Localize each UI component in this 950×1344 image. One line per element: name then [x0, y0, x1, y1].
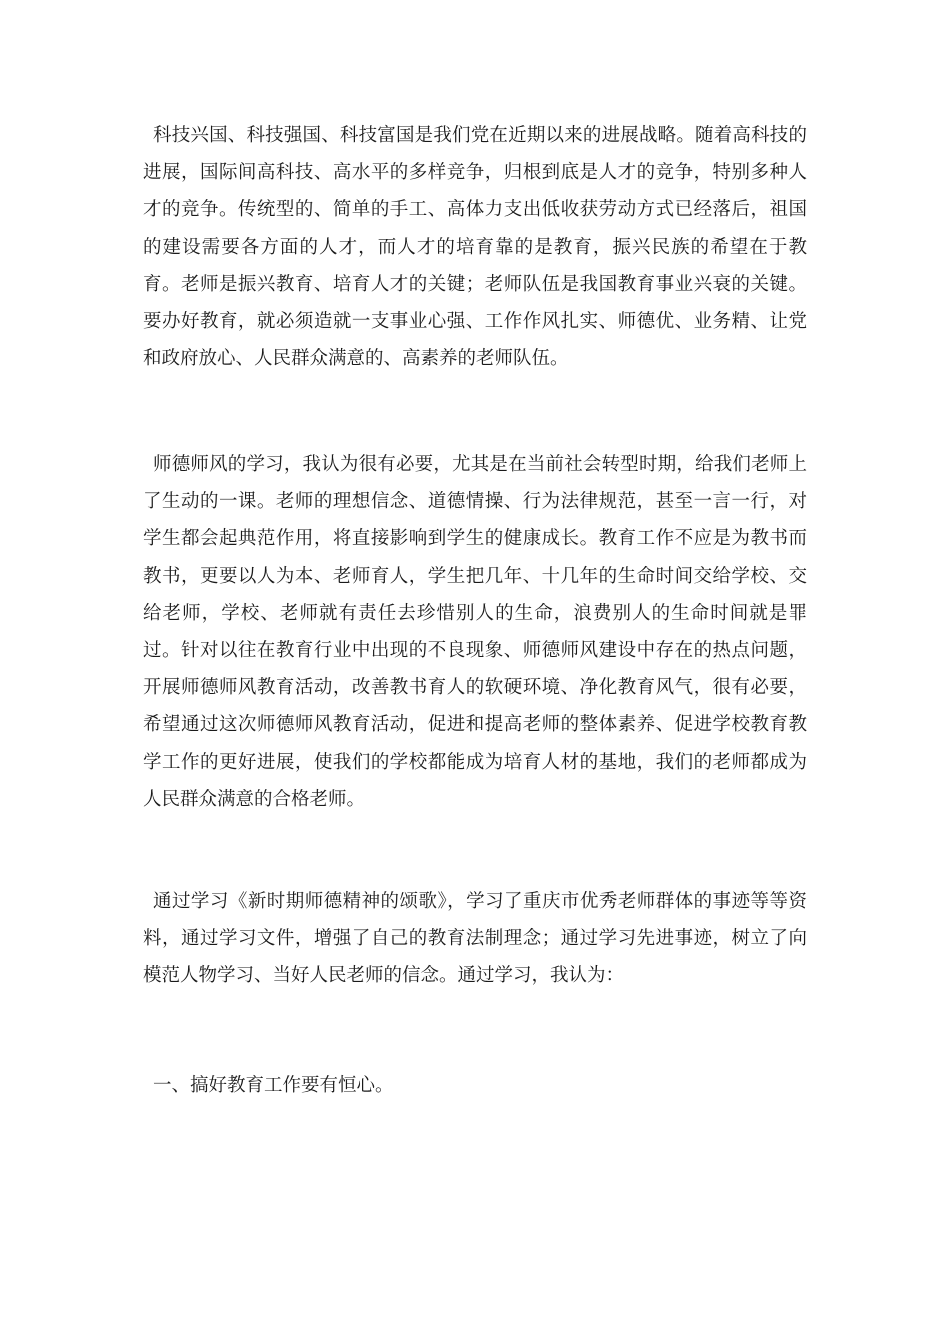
- section-heading: 一、搞好教育工作要有恒心。: [153, 1075, 394, 1096]
- paragraph-1: 科技兴国、科技强国、科技富国是我们党在近期以来的进展战略。随着高科技的进展，国际间高科技、高水平的多样竞争，归根到底是人才的竞争，特别多种人才的竞争。传统型的、简单的手工、高体力支出低收获劳动方式已经落后，祖国的建设需要各方面的人才，而人才的培育靠的是教育，振兴民族的希望在于教育。老师是振兴教育、培育人才的关键；老师队伍是我国教育事业兴衰的关键。要办好教育，就必须造就一支事业心强、工作作风扎实、师德优、业务精、让党和政府放心、人民群众满意的、高素养的老师队伍。: [143, 125, 807, 370]
- paragraph-3: 通过学习《新时期师德精神的颂歌》，学习了重庆市优秀老师群体的事迹等等资料，通过学习文件，增强了自己的教育法制理念；通过学习先进事迹，树立了向模范人物学习、当好人民老师的信念。通过学习，我认为：: [143, 891, 807, 987]
- paragraph-2: 师德师风的学习，我认为很有必要，尤其是在当前社会转型时期，给我们老师上了生动的一课。老师的理想信念、道德情操、行为法律规范，甚至一言一行，对学生都会起典范作用，将直接影响到学生的健康成长。教育工作不应是为教书而教书，更要以人为本、老师育人，学生把几年、十几年的生命时间交给学校、交给老师，学校、老师就有责任去珍惜别人的生命，浪费别人的生命时间就是罪过。针对以往在教育行业中出现的不良现象、师德师风建设中存在的热点问题，开展师德师风教育活动，改善教书育人的软硬环境、净化教育风气，很有必要，希望通过这次师德师风教育活动，促进和提高老师的整体素养、促进学校教育教学工作的更好进展，使我们的学校都能成为培育人材的基地，我们的老师都成为人民群众满意的合格老师。: [143, 454, 807, 810]
